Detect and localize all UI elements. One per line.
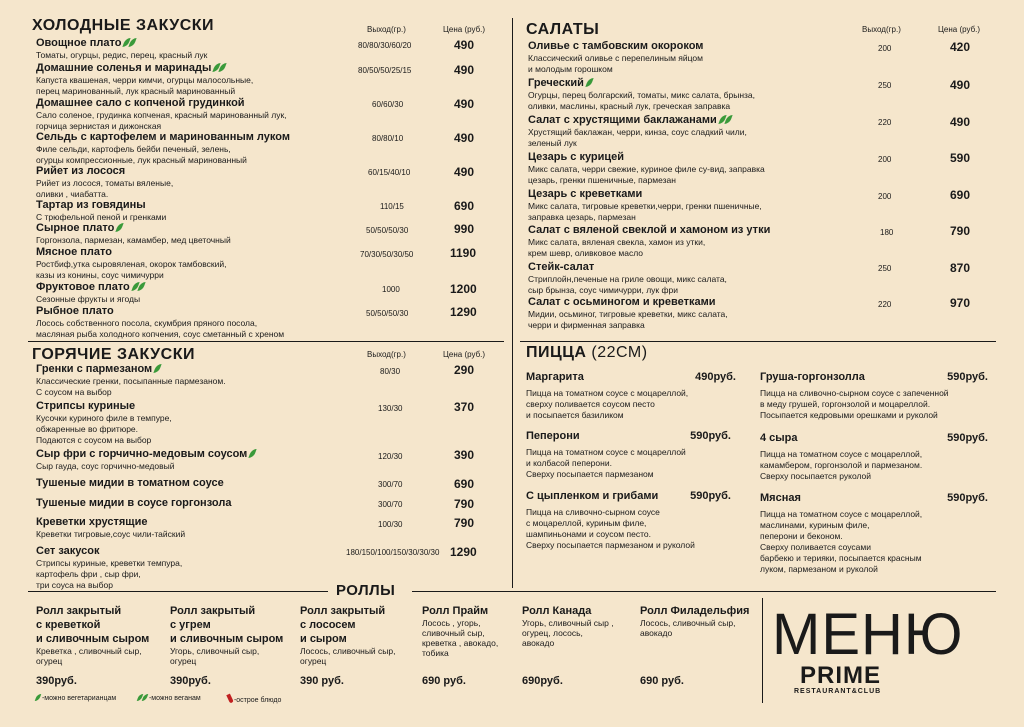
item-price: 490 <box>454 97 475 111</box>
pizza-desc: и колбасой пеперони. <box>526 458 612 468</box>
cold-title: ХОЛОДНЫЕ ЗАКУСКИ <box>32 17 215 34</box>
pizza-desc: Пицца на томатном соусе с моцареллой <box>526 447 686 457</box>
roll-desc: огурец <box>170 656 197 666</box>
item-desc: Подаются с соусом на выбор <box>36 435 152 445</box>
pizza-price: 590руб. <box>947 432 988 444</box>
pizza-item <box>526 430 731 480</box>
roll-price: 390руб. <box>36 675 77 687</box>
pizza-desc: маслинами, куриным филе, <box>760 520 870 530</box>
roll-desc: авокадо <box>522 638 555 648</box>
item-out: 100/30 <box>378 520 403 529</box>
item-price: 1290 <box>450 305 477 319</box>
item-name: Сельдь с картофелем и маринованным луком <box>36 131 290 143</box>
pizza-desc: Сверху посыпается руколой <box>760 471 872 481</box>
pizza-desc: в меду грушей, горгонзолой и моцареллой. <box>760 399 931 409</box>
item-name: Цезарь с курицей <box>528 151 625 163</box>
item-name: Оливье с тамбовским окороком <box>528 40 704 52</box>
item-desc: Классический оливье с перепелиным яйцом <box>528 53 704 63</box>
item-price: 690 <box>454 477 475 491</box>
pizza-desc: Сверху посыпается пармезаном и руколой <box>526 540 695 550</box>
item-out: 60/60/30 <box>372 100 404 109</box>
roll-desc: Лосось, сливочный сыр, <box>300 646 396 656</box>
roll-price: 690 руб. <box>640 675 684 687</box>
item-out: 80/80/10 <box>372 134 404 143</box>
item-desc: цезарь, гренки пшеничные, пармезан <box>528 175 676 185</box>
pizza-price: 590руб. <box>690 430 731 442</box>
item-price: 870 <box>950 261 971 275</box>
item-out: 110/15 <box>380 202 404 211</box>
menu-item <box>528 296 728 331</box>
pizza-desc: шампиньонами и соусом песто. <box>526 529 651 539</box>
item-desc: Капуста квашеная, черри кимчи, огурцы малосольные, <box>36 75 254 85</box>
roll-name: Ролл Канада <box>522 605 592 617</box>
item-price: 690 <box>950 188 971 202</box>
item-price: 490 <box>454 165 475 179</box>
cold-col-out: Выход(гр.) <box>367 25 406 34</box>
item-desc: заправка цезарь, пармезан <box>528 212 636 222</box>
item-desc: масляная рыба холодного копчения, соус сметанный с хреном <box>36 329 285 339</box>
hot-col-out: Выход(гр.) <box>367 350 406 359</box>
pizza-desc: Пицца на томатном соусе с моцареллой, <box>760 449 923 459</box>
item-name: Сырное плато <box>36 222 115 234</box>
roll-item <box>36 604 154 694</box>
roll-item <box>640 604 758 694</box>
item-out: 220 <box>878 118 892 127</box>
roll-desc: огурец <box>300 656 327 666</box>
item-desc: Филе сельди, картофель бейби печеный, зелень, <box>36 144 231 154</box>
menu-item <box>36 305 284 340</box>
menu-item <box>36 516 185 540</box>
pizza-desc: Пицца на томатном соусе с моцареллой, <box>760 509 923 519</box>
item-price: 490 <box>950 115 971 129</box>
item-name: Сет закусок <box>36 545 100 557</box>
pizza-desc: луком, пармезаном и руколой <box>760 564 878 574</box>
item-desc: Сало соленое, грудинка копченая, красный маринованный лук, <box>36 110 287 120</box>
item-out: 200 <box>878 192 892 201</box>
item-desc: и молодым горошком <box>528 64 613 74</box>
item-out: 300/70 <box>378 480 403 489</box>
item-price: 970 <box>950 296 971 310</box>
pizza-desc: барбекю и терияки, посыпается красным <box>760 553 922 563</box>
item-desc: Микс салата, тигровые креветки,черри, гренки пшеничные, <box>528 201 762 211</box>
menu-item <box>528 40 703 75</box>
pizza-item <box>526 490 731 551</box>
pizza-name: С цыпленком и грибами <box>526 490 659 502</box>
roll-price: 390 руб. <box>300 675 344 687</box>
roll-name: Ролл Филадельфия <box>640 605 750 617</box>
item-out: 80/50/50/25/15 <box>358 66 412 75</box>
item-name: Фруктовое плато <box>36 281 130 293</box>
roll-item <box>300 604 418 694</box>
chili-icon <box>226 694 233 704</box>
item-price: 490 <box>950 78 971 92</box>
item-desc: Сыр гауда, соус горчично-медовый <box>36 461 175 471</box>
item-desc: Стрипсы куриные, креветки темпура, <box>36 558 183 568</box>
rolls-title: РОЛЛЫ <box>336 582 396 599</box>
legend-veg: -можно вегетарианцам <box>36 694 116 702</box>
item-out: 1000 <box>382 285 400 294</box>
pizza-price: 590руб. <box>947 371 988 383</box>
item-name: Тушеные мидии в соусе горгонзола <box>36 497 232 509</box>
pizza-name: Пеперони <box>526 430 580 442</box>
menu-item <box>36 281 144 305</box>
roll-name: с креветкой <box>36 619 101 631</box>
pizza-item <box>760 432 988 482</box>
leaf-icon <box>116 223 124 232</box>
item-desc: Стриплойн,печеные на гриле овощи, микс салата, <box>528 274 727 284</box>
menu-item <box>36 131 290 166</box>
pizza-desc: Пицца на сливочно-сырном соусе с запеченной <box>760 388 949 398</box>
item-out: 200 <box>878 44 892 53</box>
item-name: Салат с осьминогом и креветками <box>528 296 716 308</box>
item-name: Гренки с пармезаном <box>36 363 153 375</box>
item-name: Стрипсы куриные <box>36 400 136 412</box>
brand-divider <box>762 598 763 703</box>
roll-desc: Креветка , сливочный сыр, <box>36 646 142 656</box>
pizza-item <box>760 492 988 575</box>
roll-desc: Лосось, сливочный сыр, <box>640 618 736 628</box>
item-out: 80/30 <box>380 367 401 376</box>
item-desc: оливки, маслины, красный лук, греческая заправка <box>528 101 731 111</box>
item-price: 290 <box>454 363 475 377</box>
item-price: 1290 <box>450 545 477 559</box>
item-desc: перец маринованный, лук красный маринованный <box>36 86 236 96</box>
roll-name: Ролл Прайм <box>422 605 489 617</box>
item-desc: Огурцы, перец болгарский, томаты, микс салата, брынза, <box>528 90 755 100</box>
roll-desc: огурец <box>36 656 63 666</box>
hot-col-price: Цена (руб.) <box>443 350 486 359</box>
pizza-item <box>526 371 736 421</box>
roll-desc: сливочный сыр, <box>422 628 485 638</box>
item-desc: зеленый лук <box>528 138 577 148</box>
item-price: 490 <box>454 63 475 77</box>
cold-bottom-rule <box>28 341 504 342</box>
item-desc: Микс салата, черри свежие, куриное филе су-вид, заправка <box>528 164 765 174</box>
item-desc: черри и фирменная заправка <box>528 320 645 330</box>
item-price: 490 <box>454 131 475 145</box>
item-name: Тартар из говядины <box>36 199 146 211</box>
item-out: 50/50/50/30 <box>366 226 409 235</box>
item-desc: С соусом на выбор <box>36 387 112 397</box>
item-name: Креветки хрустящие <box>36 516 148 528</box>
pizza-name: Маргарита <box>526 371 584 383</box>
item-name: Стейк-салат <box>528 261 595 273</box>
item-out: 250 <box>878 264 892 273</box>
menu-item <box>528 151 765 186</box>
roll-desc: Лосось , угорь, <box>422 618 481 628</box>
leaf-icon <box>249 449 257 458</box>
item-desc: Лосось собственного посола, скумбрия пряного посола, <box>36 318 258 328</box>
item-name: Сыр фри с горчично-медовым соусом <box>36 448 248 460</box>
roll-price: 690 руб. <box>422 675 466 687</box>
item-desc: С трюфельной пеной и гренками <box>36 212 167 222</box>
roll-desc: Угорь, сливочный сыр , <box>522 618 614 628</box>
rolls-rule-left <box>28 591 328 592</box>
item-name: Тушеные мидии в томатном соусе <box>36 477 224 489</box>
item-price: 1200 <box>450 282 477 296</box>
hot-title: ГОРЯЧИЕ ЗАКУСКИ <box>32 346 195 363</box>
pizza-desc: сверху поливается соусом песто <box>526 399 655 409</box>
pizza-price: 590руб. <box>690 490 731 502</box>
item-desc: Ростбиф,утка сыровяленая, окорок тамбовский, <box>36 259 227 269</box>
menu-item <box>528 224 770 259</box>
roll-name: Ролл закрытый <box>170 605 256 617</box>
brand-title: МЕНЮ <box>772 602 964 667</box>
item-out: 130/30 <box>378 404 403 413</box>
item-name: Греческий <box>528 77 584 89</box>
pizza-desc: камамбером, горгонзолой и пармезаном. <box>760 460 923 470</box>
item-name: Домашнее сало с копченой грудинкой <box>36 97 245 109</box>
item-desc: горчица зернистая и дижонская <box>36 121 162 131</box>
item-desc: оливки , чиабатта. <box>36 189 109 199</box>
menu-item <box>36 246 226 281</box>
roll-item <box>422 604 522 694</box>
menu-item <box>36 222 231 246</box>
item-desc: Микс салата, вяленая свекла, хамон из утки, <box>528 237 706 247</box>
roll-name: Ролл закрытый <box>36 605 122 617</box>
pizza-size: (22СМ) <box>591 344 648 361</box>
pizza-title: ПИЦЦА (22СМ) <box>526 344 648 361</box>
item-out: 250 <box>878 81 892 90</box>
roll-desc: тобика <box>422 648 449 658</box>
item-desc: сыр брынза, соус чимичурри, лук фри <box>528 285 678 295</box>
item-out: 80/80/30/60/20 <box>358 41 412 50</box>
pizza-desc: Сверху посыпается пармезаном <box>526 469 654 479</box>
item-desc: Креветки тигровые,соус чили-тайский <box>36 529 186 539</box>
item-out: 120/30 <box>378 452 403 461</box>
pizza-desc: Пицца на томатном соусе с моцареллой, <box>526 388 689 398</box>
legend-vegan: -можно веганам <box>138 694 201 702</box>
salads-title: САЛАТЫ <box>526 21 600 38</box>
pizza-desc: Посыпается кедровыми орешками и руколой <box>760 410 938 420</box>
menu-item <box>36 545 182 591</box>
menu-item <box>36 165 173 200</box>
roll-price: 690руб. <box>522 675 563 687</box>
leaf-icon <box>154 364 162 373</box>
menu-item <box>36 477 224 490</box>
item-desc: Классические гренки, посыпанные пармезаном. <box>36 376 226 386</box>
item-desc: Сезонные фрукты и ягоды <box>36 294 141 304</box>
salads-col-out: Выход(гр.) <box>862 25 901 34</box>
menu-item <box>36 62 253 97</box>
roll-name: и сливочным сыром <box>36 633 150 645</box>
item-price: 490 <box>454 38 475 52</box>
item-price: 790 <box>454 516 475 530</box>
item-desc: Горгонзола, пармезан, камамбер, мед цветочный <box>36 235 231 245</box>
roll-name: и сливочным сыром <box>170 633 284 645</box>
item-price: 390 <box>454 448 475 462</box>
roll-desc: креветка , авокадо, <box>422 638 499 648</box>
item-out: 180/150/100/150/30/30/30 <box>346 548 440 557</box>
item-desc: Томаты, огурцы, редис, перец, красный лук <box>36 50 208 60</box>
item-price: 370 <box>454 400 475 414</box>
menu-item <box>528 77 755 112</box>
leaf-icon <box>585 78 593 87</box>
item-out: 200 <box>878 155 892 164</box>
menu-item <box>36 363 226 398</box>
item-out: 220 <box>878 300 892 309</box>
brand-logo: PRIME <box>800 662 882 689</box>
roll-name: и сыром <box>300 633 347 645</box>
menu-item <box>36 400 172 446</box>
pizza-name: 4 сыра <box>760 432 798 444</box>
item-desc: Рийет из лосося, томаты вяленые, <box>36 178 174 188</box>
leaf-icon <box>35 694 42 701</box>
pizza-item <box>760 371 988 421</box>
item-name: Овощное плато <box>36 37 122 49</box>
roll-desc: Угорь, сливочный сыр, <box>170 646 260 656</box>
legend-spicy: -острое блюдо <box>228 694 281 704</box>
item-desc: три соуса на выбор <box>36 580 113 590</box>
item-name: Салат с хрустящими баклажанами <box>528 114 717 126</box>
item-desc: обжаренные во фритюре. <box>36 424 139 434</box>
item-name: Цезарь с креветками <box>528 188 643 200</box>
item-price: 590 <box>950 151 971 165</box>
pizza-desc: и посыпается базиликом <box>526 410 624 420</box>
menu-item <box>528 114 747 149</box>
salad-bottom-rule <box>520 341 996 342</box>
item-out: 180 <box>880 228 894 237</box>
item-name: Салат с вяленой свеклой и хамоном из утки <box>528 224 771 236</box>
menu-item <box>528 188 762 223</box>
roll-item <box>522 604 638 694</box>
pizza-desc: Сверху поливается соусами <box>760 542 871 552</box>
pizza-price: 490руб. <box>695 371 736 383</box>
roll-name: Ролл закрытый <box>300 605 386 617</box>
rolls-rule-right <box>412 591 996 592</box>
item-price: 420 <box>950 40 971 54</box>
item-desc: огурцы компрессионные, лук красный маринованный <box>36 155 247 165</box>
menu-item <box>36 448 255 472</box>
menu-item <box>36 199 166 223</box>
pizza-name: Мясная <box>760 492 801 504</box>
center-divider <box>512 18 513 588</box>
pizza-desc: пеперони и беконом. <box>760 531 843 541</box>
menu-item <box>36 37 207 61</box>
item-out: 70/30/50/30/50 <box>360 250 414 259</box>
item-price: 690 <box>454 199 475 213</box>
item-desc: Мидии, осьминог, тигровые креветки, микс салата, <box>528 309 728 319</box>
pizza-price: 590руб. <box>947 492 988 504</box>
item-desc: казы из конины, соус чимичурри <box>36 270 164 280</box>
roll-name: с угрем <box>170 619 211 631</box>
roll-desc: огурец, лосось, <box>522 628 583 638</box>
item-desc: картофель фри , сыр фри, <box>36 569 141 579</box>
pizza-desc: с моцареллой, куриным филе, <box>526 518 647 528</box>
menu-item <box>36 497 231 510</box>
item-name: Мясное плато <box>36 246 112 258</box>
pizza-name: Груша-горгонзолла <box>760 371 865 383</box>
item-out: 50/50/50/30 <box>366 309 409 318</box>
roll-desc: авокадо <box>640 628 673 638</box>
brand-sub: RESTAURANT&CLUB <box>794 688 882 695</box>
item-desc: Хрустящий баклажан, черри, кинза, соус сладкий чили, <box>528 127 747 137</box>
item-price: 790 <box>950 224 971 238</box>
item-out: 300/70 <box>378 500 403 509</box>
menu-item <box>528 261 727 296</box>
item-name: Рыбное плато <box>36 305 114 317</box>
salads-col-price: Цена (руб.) <box>938 25 981 34</box>
item-price: 990 <box>454 222 475 236</box>
pizza-desc: Пицца на сливочно-сырном соусе <box>526 507 660 517</box>
roll-name: с лососем <box>300 619 356 631</box>
menu-item <box>36 97 287 132</box>
roll-price: 390руб. <box>170 675 211 687</box>
item-desc: Кусочки куриного филе в темпуре, <box>36 413 172 423</box>
item-name: Домашние соленья и маринады <box>36 62 212 74</box>
item-out: 60/15/40/10 <box>368 168 411 177</box>
item-price: 790 <box>454 497 475 511</box>
item-desc: крем шевр, оливковое масло <box>528 248 644 258</box>
item-price: 1190 <box>450 246 477 260</box>
item-name: Рийет из лосося <box>36 165 126 177</box>
cold-col-price: Цена (руб.) <box>443 25 486 34</box>
roll-item <box>170 604 288 694</box>
